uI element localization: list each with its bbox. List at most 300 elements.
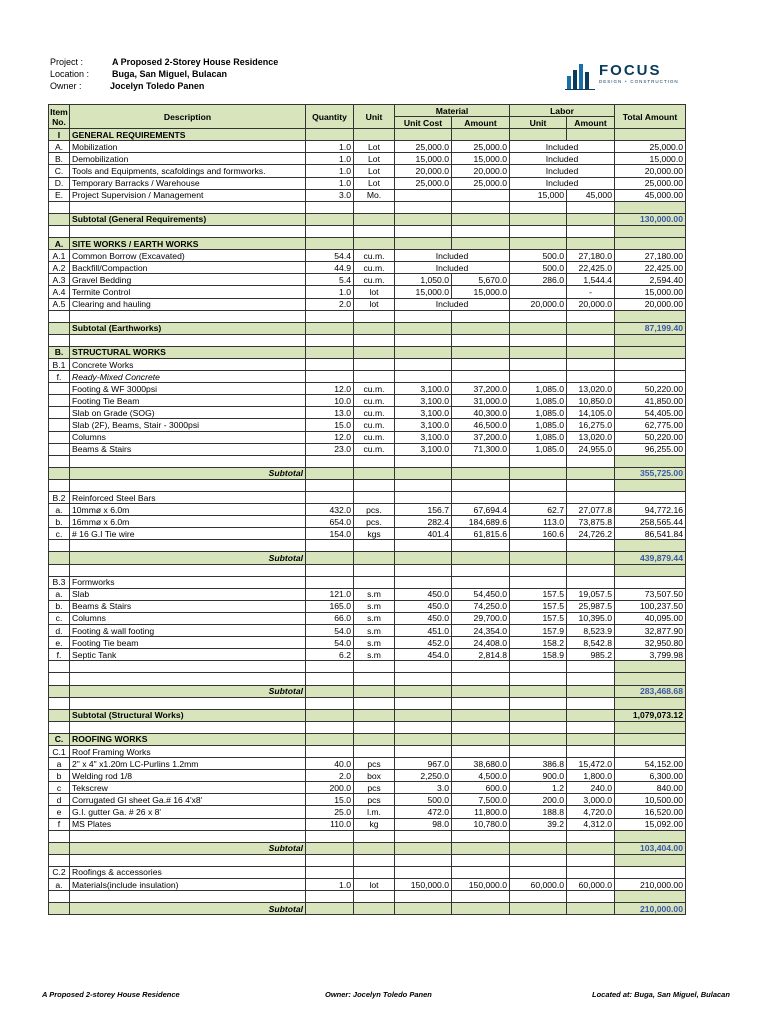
bill-of-quantities-table — [48, 104, 686, 915]
footer-project: A Proposed 2-storey House Residence — [42, 990, 180, 999]
empty-cell — [510, 455, 567, 467]
total-amount-cell: 62,775.00 — [615, 419, 686, 431]
material-amount-cell — [452, 492, 510, 504]
empty-cell — [354, 891, 395, 903]
empty-cell — [70, 564, 306, 576]
labor-unit-cell: 157.5 — [510, 588, 567, 600]
blank-row — [49, 673, 686, 685]
empty-cell — [567, 455, 615, 467]
material-amount-cell: 29,700.0 — [452, 612, 510, 624]
empty-cell — [49, 891, 70, 903]
line-item-row — [49, 528, 686, 540]
empty-cell — [49, 564, 70, 576]
empty-cell — [49, 673, 70, 685]
col-material-amount: Amount — [452, 117, 510, 129]
total-amount-cell: 258,565.44 — [615, 516, 686, 528]
line-item-row — [49, 431, 686, 443]
item-no-cell: a. — [49, 879, 70, 891]
labor-amount-cell: 10,850.0 — [567, 395, 615, 407]
unit-cell: pcs. — [354, 516, 395, 528]
labor-amount-cell: 24,726.2 — [567, 528, 615, 540]
empty-cell — [306, 467, 354, 479]
description-cell: Footing & wall footing — [70, 625, 306, 637]
material-amount-cell: 61,815.6 — [452, 528, 510, 540]
line-item-row — [49, 818, 686, 830]
empty-cell — [510, 346, 567, 358]
empty-cell — [567, 334, 615, 346]
material-amount-cell: 25,000.0 — [452, 177, 510, 189]
empty-cell — [567, 830, 615, 842]
empty-cell — [452, 733, 510, 745]
material-unit-cost-cell: 20,000.0 — [395, 165, 452, 177]
company-logo — [565, 62, 685, 92]
labor-unit-cell — [510, 576, 567, 588]
empty-cell — [354, 697, 395, 709]
empty-cell — [354, 564, 395, 576]
section-row — [49, 129, 686, 141]
empty-cell — [306, 842, 354, 854]
empty-cell — [70, 721, 306, 733]
material-amount-cell: 67,694.4 — [452, 504, 510, 516]
material-amount-cell — [452, 189, 510, 201]
empty-cell — [354, 842, 395, 854]
material-unit-cost-cell: 450.0 — [395, 600, 452, 612]
labor-unit-cell: 1,085.0 — [510, 407, 567, 419]
empty-cell — [70, 891, 306, 903]
empty-cell — [510, 733, 567, 745]
empty-cell — [510, 213, 567, 225]
labor-amount-cell: 10,395.0 — [567, 612, 615, 624]
empty-cell — [306, 891, 354, 903]
total-amount-cell — [615, 492, 686, 504]
quantity-cell: 1.0 — [306, 286, 354, 298]
empty-cell — [306, 697, 354, 709]
quantity-cell — [306, 371, 354, 383]
empty-cell — [567, 891, 615, 903]
empty-cell — [395, 322, 452, 334]
material-amount-cell: 46,500.0 — [452, 419, 510, 431]
labor-amount-cell: 4,720.0 — [567, 806, 615, 818]
labor-unit-cell: 60,000.0 — [510, 879, 567, 891]
description-cell: Mobilization — [70, 141, 306, 153]
quantity-cell — [306, 492, 354, 504]
line-item-row — [49, 576, 686, 588]
description-cell: Footing Tie beam — [70, 637, 306, 649]
unit-cell: pcs — [354, 794, 395, 806]
labor-included-cell: Included — [510, 165, 615, 177]
empty-cell — [510, 225, 567, 237]
labor-unit-cell — [510, 745, 567, 757]
line-item-row — [49, 250, 686, 262]
subtotal-amount: 283,468.68 — [615, 685, 686, 697]
empty-cell — [615, 334, 686, 346]
item-no-cell: C.1 — [49, 745, 70, 757]
unit-cell — [354, 358, 395, 370]
material-unit-cost-cell — [395, 189, 452, 201]
blank-row — [49, 479, 686, 491]
labor-amount-cell: 1,544.4 — [567, 274, 615, 286]
empty-cell — [49, 903, 70, 915]
item-no-cell: C. — [49, 165, 70, 177]
labor-unit-cell: 1,085.0 — [510, 419, 567, 431]
blank-row — [49, 661, 686, 673]
description-cell: Materials(include insulation) — [70, 879, 306, 891]
empty-cell — [70, 455, 306, 467]
description-cell: Gravel Bedding — [70, 274, 306, 286]
description-cell: Roof Framing Works — [70, 745, 306, 757]
empty-cell — [452, 455, 510, 467]
empty-cell — [567, 564, 615, 576]
total-amount-cell: 54,405.00 — [615, 407, 686, 419]
total-amount-cell: 20,000.00 — [615, 298, 686, 310]
empty-cell — [49, 685, 70, 697]
quantity-cell — [306, 576, 354, 588]
labor-unit-cell: 500.0 — [510, 250, 567, 262]
empty-cell — [452, 201, 510, 213]
line-item-row — [49, 395, 686, 407]
quantity-cell: 6.2 — [306, 649, 354, 661]
blank-row — [49, 201, 686, 213]
description-cell: Temporary Barracks / Warehouse — [70, 177, 306, 189]
location-value: Buga, San Miguel, Bulacan — [112, 69, 228, 79]
empty-cell — [306, 685, 354, 697]
total-amount-cell: 15,000.0 — [615, 153, 686, 165]
empty-cell — [510, 697, 567, 709]
empty-cell — [306, 830, 354, 842]
empty-cell — [306, 709, 354, 721]
line-item-row — [49, 806, 686, 818]
total-amount-cell: 3,799.98 — [615, 649, 686, 661]
col-material-unit-cost: Unit Cost — [395, 117, 452, 129]
labor-amount-cell: 985.2 — [567, 649, 615, 661]
material-unit-cost-cell: 2,250.0 — [395, 770, 452, 782]
footer-owner: Owner: Jocelyn Toledo Panen — [325, 990, 432, 999]
labor-unit-cell: 1,085.0 — [510, 395, 567, 407]
empty-cell — [567, 201, 615, 213]
labor-amount-cell: 27,077.8 — [567, 504, 615, 516]
item-no-cell: b. — [49, 516, 70, 528]
description-cell: Columns — [70, 431, 306, 443]
quantity-cell — [306, 866, 354, 878]
empty-cell — [49, 310, 70, 322]
section-row — [49, 733, 686, 745]
item-no-cell: A.2 — [49, 262, 70, 274]
subtotal-label: Subtotal — [70, 903, 306, 915]
total-amount-cell: 94,772.16 — [615, 504, 686, 516]
material-included-cell: Included — [395, 298, 510, 310]
unit-cell — [354, 745, 395, 757]
empty-cell — [452, 479, 510, 491]
empty-cell — [49, 697, 70, 709]
line-item-row — [49, 794, 686, 806]
empty-cell — [510, 467, 567, 479]
material-amount-cell: 184,689.6 — [452, 516, 510, 528]
empty-cell — [354, 213, 395, 225]
unit-cell: cu.m. — [354, 262, 395, 274]
empty-cell — [510, 564, 567, 576]
labor-amount-cell: - — [567, 286, 615, 298]
empty-cell — [354, 225, 395, 237]
labor-amount-cell: 19,057.5 — [567, 588, 615, 600]
quantity-cell: 23.0 — [306, 443, 354, 455]
total-amount-cell: 54,152.00 — [615, 758, 686, 770]
description-cell: Reinforced Steel Bars — [70, 492, 306, 504]
empty-cell — [452, 854, 510, 866]
quantity-cell: 10.0 — [306, 395, 354, 407]
empty-cell — [354, 310, 395, 322]
labor-amount-cell: 73,875.8 — [567, 516, 615, 528]
empty-cell — [306, 238, 354, 250]
line-item-row — [49, 745, 686, 757]
quantity-cell: 1.0 — [306, 177, 354, 189]
total-amount-cell: 6,300.00 — [615, 770, 686, 782]
empty-cell — [354, 903, 395, 915]
empty-cell — [567, 709, 615, 721]
labor-unit-cell: 500.0 — [510, 262, 567, 274]
empty-cell — [567, 854, 615, 866]
description-cell: MS Plates — [70, 818, 306, 830]
quantity-cell: 54.0 — [306, 637, 354, 649]
line-item-row — [49, 419, 686, 431]
subtotal-amount: 130,000.00 — [615, 213, 686, 225]
description-cell: STRUCTURAL WORKS — [70, 346, 306, 358]
item-no-cell: f — [49, 818, 70, 830]
line-item-row — [49, 612, 686, 624]
material-amount-cell — [452, 576, 510, 588]
empty-cell — [306, 552, 354, 564]
empty-cell — [615, 891, 686, 903]
empty-cell — [49, 709, 70, 721]
item-no-cell — [49, 407, 70, 419]
line-item-row — [49, 879, 686, 891]
unit-cell — [354, 576, 395, 588]
empty-cell — [567, 721, 615, 733]
col-quantity: Quantity — [306, 105, 354, 129]
unit-cell: cu.m. — [354, 274, 395, 286]
empty-cell — [306, 479, 354, 491]
item-no-cell: E. — [49, 189, 70, 201]
total-amount-cell — [615, 576, 686, 588]
subtotal-label: Subtotal — [70, 842, 306, 854]
item-no-cell — [49, 443, 70, 455]
description-cell: Columns — [70, 612, 306, 624]
empty-cell — [510, 334, 567, 346]
empty-cell — [49, 854, 70, 866]
subtotal-row — [49, 467, 686, 479]
empty-cell — [354, 709, 395, 721]
col-labor-unit: Unit — [510, 117, 567, 129]
labor-unit-cell — [510, 286, 567, 298]
subtotal-row — [49, 685, 686, 697]
empty-cell — [395, 733, 452, 745]
total-amount-cell: 45,000.00 — [615, 189, 686, 201]
quantity-cell: 40.0 — [306, 758, 354, 770]
line-item-row — [49, 782, 686, 794]
empty-cell — [452, 540, 510, 552]
empty-cell — [306, 201, 354, 213]
empty-cell — [354, 201, 395, 213]
empty-cell — [49, 322, 70, 334]
blank-row — [49, 455, 686, 467]
labor-unit-cell: 900.0 — [510, 770, 567, 782]
subtotal-amount: 439,879.44 — [615, 552, 686, 564]
material-amount-cell: 15,000.0 — [452, 153, 510, 165]
quantity-cell: 2.0 — [306, 770, 354, 782]
total-amount-cell: 25,000.00 — [615, 177, 686, 189]
empty-cell — [49, 467, 70, 479]
material-unit-cost-cell: 282.4 — [395, 516, 452, 528]
line-item-row — [49, 286, 686, 298]
labor-amount-cell: 240.0 — [567, 782, 615, 794]
subtotal-row — [49, 903, 686, 915]
material-unit-cost-cell: 3,100.0 — [395, 407, 452, 419]
empty-cell — [395, 455, 452, 467]
labor-unit-cell: 158.9 — [510, 649, 567, 661]
material-amount-cell — [452, 358, 510, 370]
labor-unit-cell: 15,000 — [510, 189, 567, 201]
empty-cell — [510, 322, 567, 334]
total-amount-cell: 41,850.00 — [615, 395, 686, 407]
unit-cell — [354, 492, 395, 504]
empty-cell — [306, 129, 354, 141]
subtotal-label: Subtotal — [70, 467, 306, 479]
item-no-cell: C. — [49, 733, 70, 745]
subtotal-row — [49, 842, 686, 854]
blank-row — [49, 334, 686, 346]
empty-cell — [354, 854, 395, 866]
empty-cell — [306, 213, 354, 225]
empty-cell — [567, 697, 615, 709]
description-cell: Beams & Stairs — [70, 443, 306, 455]
empty-cell — [306, 661, 354, 673]
empty-cell — [395, 238, 452, 250]
item-no-cell: B.2 — [49, 492, 70, 504]
quantity-cell: 25.0 — [306, 806, 354, 818]
empty-cell — [306, 721, 354, 733]
subtotal-amount: 355,725.00 — [615, 467, 686, 479]
empty-cell — [306, 854, 354, 866]
total-amount-cell: 86,541.84 — [615, 528, 686, 540]
empty-cell — [395, 721, 452, 733]
empty-cell — [615, 721, 686, 733]
item-no-cell: f. — [49, 371, 70, 383]
labor-unit-cell: 158.2 — [510, 637, 567, 649]
quantity-cell: 15.0 — [306, 419, 354, 431]
empty-cell — [510, 673, 567, 685]
quantity-cell: 110.0 — [306, 818, 354, 830]
empty-cell — [567, 322, 615, 334]
empty-cell — [615, 225, 686, 237]
material-unit-cost-cell — [395, 371, 452, 383]
empty-cell — [395, 479, 452, 491]
unit-cell: cu.m. — [354, 431, 395, 443]
empty-cell — [452, 213, 510, 225]
labor-included-cell: Included — [510, 177, 615, 189]
material-unit-cost-cell: 401.4 — [395, 528, 452, 540]
total-amount-cell: 22,425.00 — [615, 262, 686, 274]
labor-unit-cell — [510, 371, 567, 383]
labor-unit-cell: 188.8 — [510, 806, 567, 818]
item-no-cell: e. — [49, 637, 70, 649]
empty-cell — [49, 540, 70, 552]
blank-row — [49, 310, 686, 322]
description-cell: # 16 G.I Tie wire — [70, 528, 306, 540]
subtotal-label: Subtotal — [70, 685, 306, 697]
empty-cell — [510, 685, 567, 697]
empty-cell — [49, 830, 70, 842]
empty-cell — [395, 129, 452, 141]
empty-cell — [452, 346, 510, 358]
unit-cell: pcs — [354, 758, 395, 770]
material-unit-cost-cell: 454.0 — [395, 649, 452, 661]
empty-cell — [615, 346, 686, 358]
empty-cell — [395, 842, 452, 854]
labor-amount-cell: 27,180.0 — [567, 250, 615, 262]
empty-cell — [510, 201, 567, 213]
empty-cell — [510, 891, 567, 903]
labor-amount-cell: 20,000.0 — [567, 298, 615, 310]
empty-cell — [70, 830, 306, 842]
total-amount-cell: 50,220.00 — [615, 431, 686, 443]
subtotal-label: Subtotal (Earthworks) — [70, 322, 306, 334]
owner-label: Owner : — [50, 81, 82, 91]
col-material: Material — [395, 105, 510, 117]
empty-cell — [567, 552, 615, 564]
subtotal-amount: 87,199.40 — [615, 322, 686, 334]
subtotal-amount: 210,000.00 — [615, 903, 686, 915]
empty-cell — [615, 673, 686, 685]
material-amount-cell: 74,250.0 — [452, 600, 510, 612]
quantity-cell: 654.0 — [306, 516, 354, 528]
unit-cell: s.m — [354, 625, 395, 637]
empty-cell — [395, 225, 452, 237]
empty-cell — [354, 673, 395, 685]
empty-cell — [452, 322, 510, 334]
empty-cell — [567, 310, 615, 322]
line-item-row — [49, 153, 686, 165]
empty-cell — [306, 455, 354, 467]
line-item-row — [49, 383, 686, 395]
empty-cell — [567, 733, 615, 745]
empty-cell — [615, 733, 686, 745]
empty-cell — [567, 842, 615, 854]
description-cell: Slab (2F), Beams, Stair - 3000psi — [70, 419, 306, 431]
empty-cell — [70, 225, 306, 237]
description-cell: Concrete Works — [70, 358, 306, 370]
empty-cell — [354, 467, 395, 479]
material-unit-cost-cell: 3,100.0 — [395, 395, 452, 407]
description-cell: Tekscrew — [70, 782, 306, 794]
col-total-amount: Total Amount — [615, 105, 686, 129]
empty-cell — [510, 854, 567, 866]
empty-cell — [510, 661, 567, 673]
material-unit-cost-cell: 500.0 — [395, 794, 452, 806]
total-amount-cell: 100,237.50 — [615, 600, 686, 612]
labor-unit-cell: 1,085.0 — [510, 443, 567, 455]
empty-cell — [452, 225, 510, 237]
quantity-cell: 3.0 — [306, 189, 354, 201]
project-name: A Proposed 2-Storey House Residence — [112, 57, 279, 67]
empty-cell — [510, 479, 567, 491]
blank-row — [49, 891, 686, 903]
item-no-cell — [49, 395, 70, 407]
total-amount-cell: 210,000.00 — [615, 879, 686, 891]
empty-cell — [567, 346, 615, 358]
total-amount-cell: 96,255.00 — [615, 443, 686, 455]
line-item-row — [49, 298, 686, 310]
material-unit-cost-cell — [395, 745, 452, 757]
total-amount-cell: 50,220.00 — [615, 383, 686, 395]
